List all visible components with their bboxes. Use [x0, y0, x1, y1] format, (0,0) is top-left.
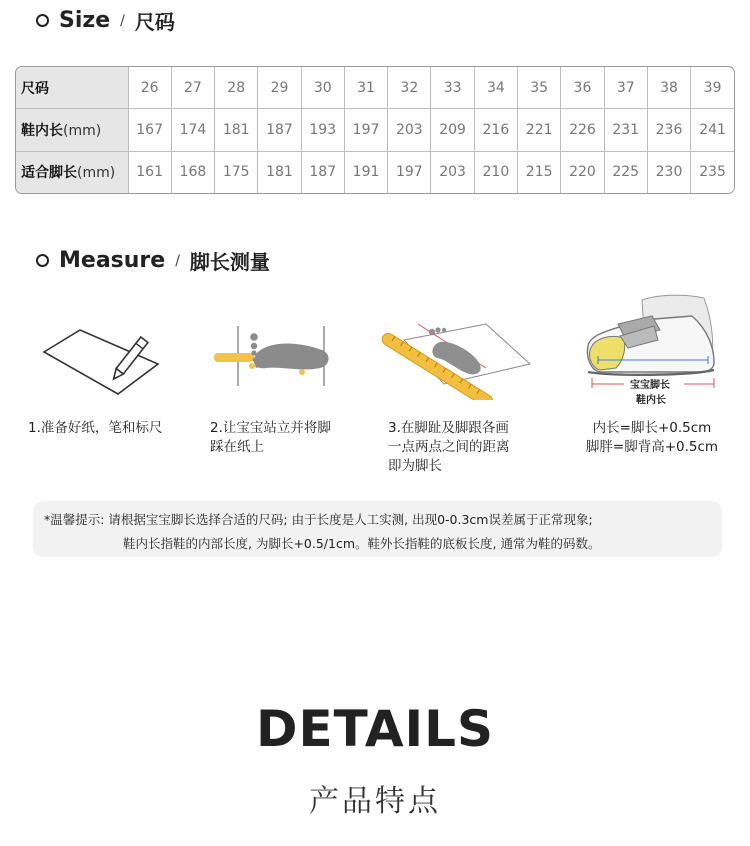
row-label-cell [16, 151, 128, 193]
baby-foot-length-label: 宝宝脚长 [630, 380, 670, 391]
circle-bullet-icon [36, 14, 49, 27]
size-cell: 203 [388, 109, 431, 152]
size-chart-table [15, 66, 735, 194]
tip-line-1: *温馨提示: 请根据宝宝脚长选择合适的尺码; 由于长度是人工实测, 出现0-0.3cm误差属于正常现象; [44, 512, 593, 527]
row-unit: (mm) [77, 165, 116, 182]
size-cell: 187 [258, 109, 301, 152]
size-cell: 37 [604, 67, 647, 109]
step-3-text: 3.在脚趾及脚跟各画 一点两点之间的距离 即为脚长 [388, 420, 510, 474]
row-label-cell [16, 67, 128, 109]
size-cell: 35 [518, 67, 561, 109]
size-cell: 38 [647, 67, 690, 109]
size-cell: 235 [691, 151, 734, 193]
size-cell: 167 [128, 109, 171, 152]
row-label: 鞋内长 [21, 122, 63, 139]
shoe-measure-icon [580, 290, 720, 410]
size-title-en: Size [59, 8, 111, 33]
size-table-row [16, 151, 734, 193]
row-unit: (mm) [63, 122, 102, 139]
foot-on-paper-icon [210, 320, 335, 400]
size-cell: 209 [431, 109, 474, 152]
circle-bullet-icon [36, 254, 49, 267]
step-1-text: 1.准备好纸，笔和标尺 [28, 420, 163, 436]
size-cell: 30 [301, 67, 344, 109]
size-cell: 193 [301, 109, 344, 152]
size-table-row [16, 67, 734, 109]
size-cell: 33 [431, 67, 474, 109]
size-table-row [16, 109, 734, 152]
size-cell: 181 [258, 151, 301, 193]
size-cell: 31 [344, 67, 387, 109]
details-title: DETAILS [255, 700, 495, 758]
measure-heading [36, 246, 270, 275]
size-cell: 175 [215, 151, 258, 193]
size-cell: 216 [474, 109, 517, 152]
size-title-cn: 尺码 [134, 10, 175, 34]
size-heading [36, 6, 175, 35]
size-cell: 32 [388, 67, 431, 109]
size-cell: 197 [344, 109, 387, 152]
size-cell: 187 [301, 151, 344, 193]
size-cell: 231 [604, 109, 647, 152]
row-label: 适合脚长 [21, 165, 77, 182]
details-subtitle: 产品特点 [309, 784, 441, 819]
size-cell: 29 [258, 67, 301, 109]
size-cell: 27 [171, 67, 214, 109]
tip-line-2: 鞋内长指鞋的内部长度, 为脚长+0.5/1cm。鞋外长指鞋的底板长度, 通常为鞋的码数。 [123, 536, 601, 551]
size-cell: 221 [518, 109, 561, 152]
ruler-footprint-icon [374, 318, 534, 400]
step-2-text: 2.让宝宝站立并将脚 踩在纸上 [210, 420, 331, 455]
size-cell: 236 [647, 109, 690, 152]
title-separator: / [120, 12, 125, 29]
size-cell: 161 [128, 151, 171, 193]
title-separator: / [175, 252, 180, 269]
size-cell: 203 [431, 151, 474, 193]
paper-pen-icon [40, 322, 162, 400]
size-cell: 226 [561, 109, 604, 152]
row-label-cell [16, 109, 128, 152]
measure-title-en: Measure [59, 248, 166, 273]
size-cell: 225 [604, 151, 647, 193]
size-cell: 215 [518, 151, 561, 193]
size-cell: 174 [171, 109, 214, 152]
size-cell: 197 [388, 151, 431, 193]
size-cell: 39 [691, 67, 734, 109]
step-4-text: 内长=脚长+0.5cm 脚胖=脚背高+0.5cm [585, 420, 719, 455]
size-cell: 168 [171, 151, 214, 193]
size-cell: 230 [647, 151, 690, 193]
size-cell: 220 [561, 151, 604, 193]
measure-title-cn: 脚长测量 [189, 250, 270, 274]
size-cell: 34 [474, 67, 517, 109]
size-cell: 36 [561, 67, 604, 109]
size-cell: 181 [215, 109, 258, 152]
size-cell: 241 [691, 109, 734, 152]
size-cell: 210 [474, 151, 517, 193]
shoe-inner-length-label: 鞋内长 [636, 395, 666, 406]
size-cell: 191 [344, 151, 387, 193]
size-cell: 26 [128, 67, 171, 109]
size-cell: 28 [215, 67, 258, 109]
row-label: 尺码 [21, 80, 49, 97]
